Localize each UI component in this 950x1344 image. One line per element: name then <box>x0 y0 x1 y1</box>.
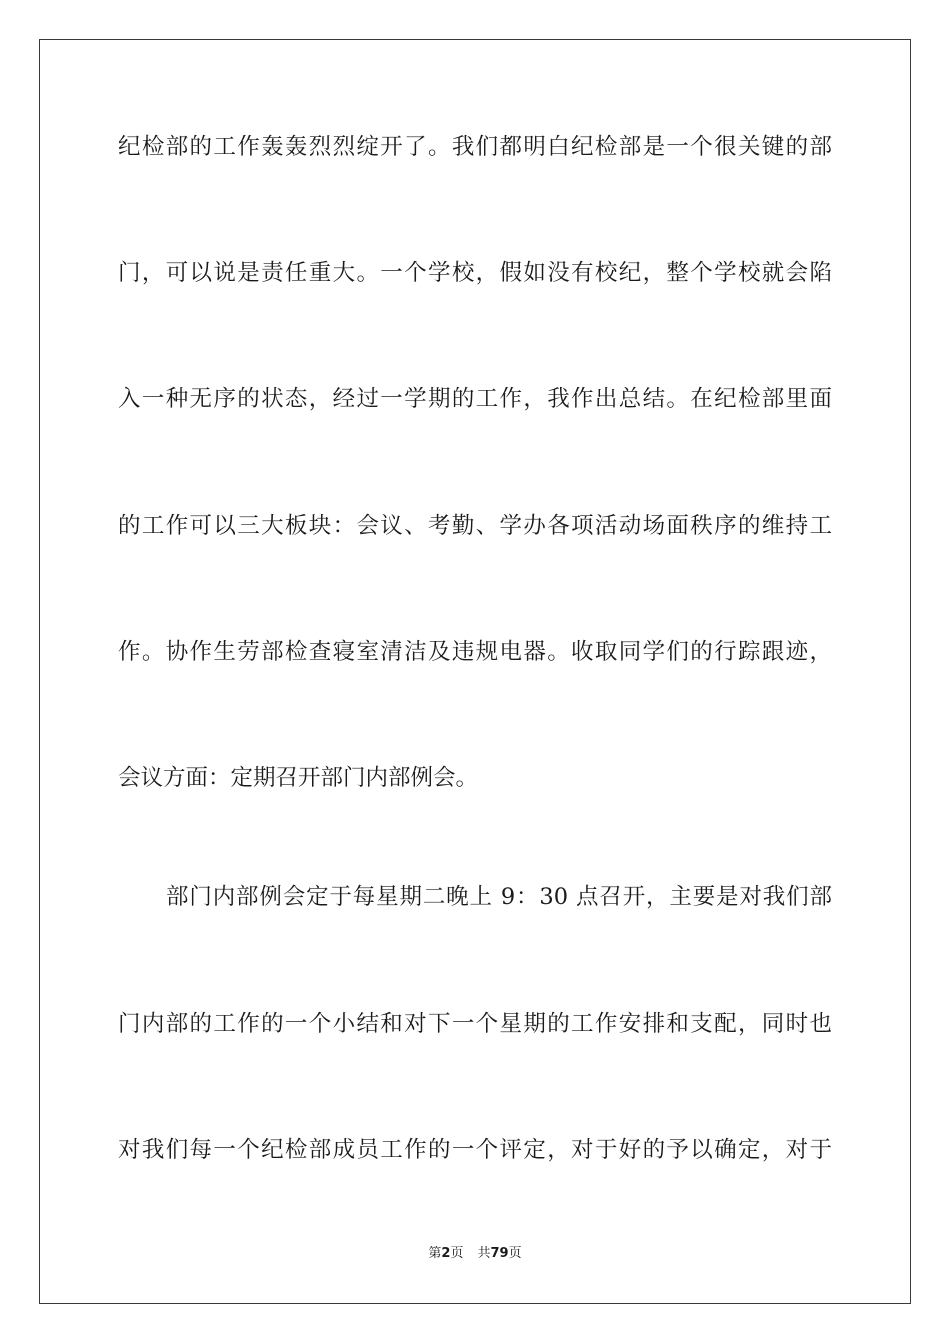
text-line-6: 会议方面：定期召开部门内部例会。 <box>118 765 479 791</box>
text-line-5: 作。协作生劳部检查寝室清洁及违规电器。收取同学们的行踪跟迹， <box>118 639 832 665</box>
text-line-7: 部门内部例会定于每星期二晚上 9：30 点召开，主要是对我们部 <box>166 884 832 910</box>
page-number: 第2页 <box>428 1246 464 1261</box>
text-line-4: 的工作可以三大板块：会议、考勤、学办各项活动场面秩序的维持工 <box>118 513 832 539</box>
text-line-1: 纪检部的工作轰轰烈烈绽开了。我们都明白纪检部是一个很关键的部 <box>118 134 832 160</box>
page-total: 共79页 <box>477 1246 522 1261</box>
text-line-3: 入一种无序的状态，经过一学期的工作，我作出总结。在纪检部里面 <box>118 386 832 412</box>
page-footer <box>0 1245 950 1263</box>
text-line-8: 门内部的工作的一个小结和对下一个星期的工作安排和支配，同时也 <box>118 1011 832 1037</box>
text-line-9: 对我们每一个纪检部成员工作的一个评定，对于好的予以确定，对于 <box>118 1137 832 1163</box>
text-line-2: 门，可以说是责任重大。一个学校，假如没有校纪，整个学校就会陷 <box>118 260 832 286</box>
